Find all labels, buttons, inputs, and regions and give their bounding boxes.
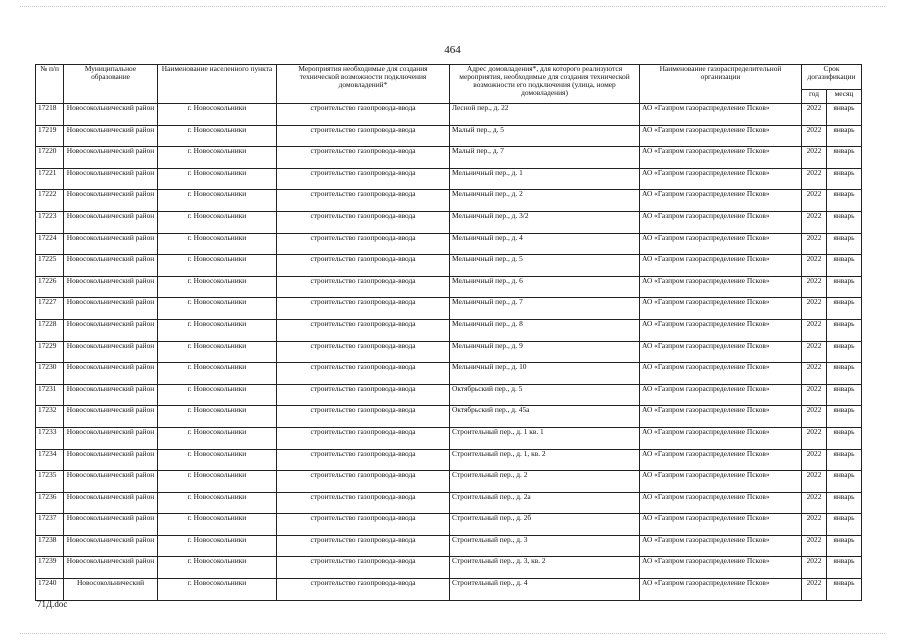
settlement-cell: г. Новосокольники <box>158 363 277 385</box>
table-row <box>36 341 862 363</box>
organization-cell: АО «Газпром газораспределение Псков» <box>640 319 802 341</box>
address-cell: Малый пер., д. 5 <box>450 125 640 147</box>
month-cell: январь <box>827 211 862 233</box>
month-cell: январь <box>827 557 862 579</box>
table-row <box>36 233 862 255</box>
year-cell: 2022 <box>802 557 827 579</box>
row-number: 17239 <box>36 557 64 579</box>
header-municipality: Муниципальное образование <box>64 65 158 104</box>
year-cell: 2022 <box>802 276 827 298</box>
table-row <box>36 471 862 493</box>
table-row <box>36 276 862 298</box>
header-measures: Мероприятия необходимые для создания технической возможности подключения домовладений* <box>277 65 450 104</box>
month-cell: январь <box>827 492 862 514</box>
settlement-cell: г. Новосокольники <box>158 190 277 212</box>
row-number: 17223 <box>36 211 64 233</box>
organization-cell: АО «Газпром газораспределение Псков» <box>640 363 802 385</box>
municipality-cell: Новосокольнический район <box>64 471 158 493</box>
municipality-cell: Новосокольнический район <box>64 384 158 406</box>
year-cell: 2022 <box>802 535 827 557</box>
year-cell: 2022 <box>802 341 827 363</box>
row-number: 17219 <box>36 125 64 147</box>
settlement-cell: г. Новосокольники <box>158 492 277 514</box>
month-cell: январь <box>827 276 862 298</box>
address-cell: Октябрьский пер., д. 45а <box>450 406 640 428</box>
address-cell: Мельничный пер., д. 4 <box>450 233 640 255</box>
address-cell: Строительный пер., д. 1 кв. 1 <box>450 427 640 449</box>
measures-cell: строительство газопровода-ввода <box>277 233 450 255</box>
year-cell: 2022 <box>802 298 827 320</box>
scan-artifact-top <box>20 6 885 8</box>
year-cell: 2022 <box>802 514 827 536</box>
settlement-cell: г. Новосокольники <box>158 125 277 147</box>
organization-cell: АО «Газпром газораспределение Псков» <box>640 557 802 579</box>
settlement-cell: г. Новосокольники <box>158 514 277 536</box>
measures-cell: строительство газопровода-ввода <box>277 147 450 169</box>
measures-cell: строительство газопровода-ввода <box>277 406 450 428</box>
month-cell: январь <box>827 233 862 255</box>
row-number: 17231 <box>36 384 64 406</box>
month-cell: январь <box>827 363 862 385</box>
month-cell: январь <box>827 147 862 169</box>
municipality-cell: Новосокольнический район <box>64 557 158 579</box>
settlement-cell: г. Новосокольники <box>158 147 277 169</box>
measures-cell: строительство газопровода-ввода <box>277 104 450 126</box>
settlement-cell: г. Новосокольники <box>158 319 277 341</box>
address-cell: Мельничный пер., д. 2 <box>450 190 640 212</box>
organization-cell: АО «Газпром газораспределение Псков» <box>640 406 802 428</box>
settlement-cell: г. Новосокольники <box>158 211 277 233</box>
header-num: № п/п <box>36 65 64 104</box>
year-cell: 2022 <box>802 406 827 428</box>
organization-cell: АО «Газпром газораспределение Псков» <box>640 168 802 190</box>
year-cell: 2022 <box>802 492 827 514</box>
row-number: 17238 <box>36 535 64 557</box>
table-row <box>36 363 862 385</box>
year-cell: 2022 <box>802 211 827 233</box>
year-cell: 2022 <box>802 579 827 601</box>
measures-cell: строительство газопровода-ввода <box>277 492 450 514</box>
month-cell: январь <box>827 427 862 449</box>
table-body <box>36 104 862 601</box>
organization-cell: АО «Газпром газораспределение Псков» <box>640 449 802 471</box>
municipality-cell: Новосокольнический <box>64 579 158 601</box>
settlement-cell: г. Новосокольники <box>158 557 277 579</box>
settlement-cell: г. Новосокольники <box>158 427 277 449</box>
row-number: 17235 <box>36 471 64 493</box>
organization-cell: АО «Газпром газораспределение Псков» <box>640 125 802 147</box>
address-cell: Мельничный пер., д. 8 <box>450 319 640 341</box>
municipality-cell: Новосокольнический район <box>64 211 158 233</box>
address-cell: Мельничный пер., д. 6 <box>450 276 640 298</box>
organization-cell: АО «Газпром газораспределение Псков» <box>640 341 802 363</box>
address-cell: Строительный пер., д. 2 <box>450 471 640 493</box>
row-number: 17222 <box>36 190 64 212</box>
measures-cell: строительство газопровода-ввода <box>277 298 450 320</box>
table-row <box>36 406 862 428</box>
year-cell: 2022 <box>802 471 827 493</box>
table-row <box>36 557 862 579</box>
address-cell: Лесной пер., д. 22 <box>450 104 640 126</box>
row-number: 17218 <box>36 104 64 126</box>
measures-cell: строительство газопровода-ввода <box>277 319 450 341</box>
organization-cell: АО «Газпром газораспределение Псков» <box>640 298 802 320</box>
row-number: 17232 <box>36 406 64 428</box>
table-row <box>36 449 862 471</box>
table-row <box>36 147 862 169</box>
municipality-cell: Новосокольнический район <box>64 492 158 514</box>
year-cell: 2022 <box>802 147 827 169</box>
row-number: 17237 <box>36 514 64 536</box>
address-cell: Строительный пер., д. 3 <box>450 535 640 557</box>
month-cell: январь <box>827 168 862 190</box>
table-row <box>36 492 862 514</box>
table-row <box>36 319 862 341</box>
settlement-cell: г. Новосокольники <box>158 449 277 471</box>
row-number: 17229 <box>36 341 64 363</box>
address-cell: Мельничный пер., д. 9 <box>450 341 640 363</box>
municipality-cell: Новосокольнический район <box>64 363 158 385</box>
measures-cell: строительство газопровода-ввода <box>277 471 450 493</box>
settlement-cell: г. Новосокольники <box>158 384 277 406</box>
municipality-cell: Новосокольнический район <box>64 341 158 363</box>
measures-cell: строительство газопровода-ввода <box>277 190 450 212</box>
month-cell: январь <box>827 190 862 212</box>
municipality-cell: Новосокольнический район <box>64 147 158 169</box>
municipality-cell: Новосокольнический район <box>64 449 158 471</box>
month-cell: январь <box>827 298 862 320</box>
municipality-cell: Новосокольнический район <box>64 168 158 190</box>
organization-cell: АО «Газпром газораспределение Псков» <box>640 384 802 406</box>
year-cell: 2022 <box>802 363 827 385</box>
year-cell: 2022 <box>802 125 827 147</box>
municipality-cell: Новосокольнический район <box>64 276 158 298</box>
year-cell: 2022 <box>802 427 827 449</box>
settlement-cell: г. Новосокольники <box>158 341 277 363</box>
gasification-table <box>35 64 862 601</box>
measures-cell: строительство газопровода-ввода <box>277 276 450 298</box>
municipality-cell: Новосокольнический район <box>64 255 158 277</box>
table-row <box>36 514 862 536</box>
organization-cell: АО «Газпром газораспределение Псков» <box>640 104 802 126</box>
address-cell: Мельничный пер., д. 1 <box>450 168 640 190</box>
measures-cell: строительство газопровода-ввода <box>277 384 450 406</box>
row-number: 17225 <box>36 255 64 277</box>
organization-cell: АО «Газпром газораспределение Псков» <box>640 147 802 169</box>
row-number: 17227 <box>36 298 64 320</box>
header-month: месяц <box>827 90 862 104</box>
organization-cell: АО «Газпром газораспределение Псков» <box>640 233 802 255</box>
measures-cell: строительство газопровода-ввода <box>277 449 450 471</box>
table-row <box>36 190 862 212</box>
settlement-cell: г. Новосокольники <box>158 406 277 428</box>
address-cell: Строительный пер., д. 2а <box>450 492 640 514</box>
address-cell: Строительный пер., д. 4 <box>450 579 640 601</box>
measures-cell: строительство газопровода-ввода <box>277 427 450 449</box>
address-cell: Малый пер., д. 7 <box>450 147 640 169</box>
year-cell: 2022 <box>802 319 827 341</box>
settlement-cell: г. Новосокольники <box>158 255 277 277</box>
organization-cell: АО «Газпром газораспределение Псков» <box>640 471 802 493</box>
measures-cell: строительство газопровода-ввода <box>277 211 450 233</box>
month-cell: январь <box>827 579 862 601</box>
measures-cell: строительство газопровода-ввода <box>277 514 450 536</box>
year-cell: 2022 <box>802 233 827 255</box>
organization-cell: АО «Газпром газораспределение Псков» <box>640 514 802 536</box>
organization-cell: АО «Газпром газораспределение Псков» <box>640 579 802 601</box>
settlement-cell: г. Новосокольники <box>158 168 277 190</box>
measures-cell: строительство газопровода-ввода <box>277 168 450 190</box>
address-cell: Мельничный пер., д. 3/2 <box>450 211 640 233</box>
municipality-cell: Новосокольнический район <box>64 427 158 449</box>
settlement-cell: г. Новосокольники <box>158 579 277 601</box>
table-row <box>36 298 862 320</box>
measures-cell: строительство газопровода-ввода <box>277 255 450 277</box>
row-number: 17240 <box>36 579 64 601</box>
month-cell: январь <box>827 319 862 341</box>
address-cell: Мельничный пер., д. 10 <box>450 363 640 385</box>
month-cell: январь <box>827 471 862 493</box>
month-cell: январь <box>827 384 862 406</box>
row-number: 17228 <box>36 319 64 341</box>
header-deadline: Срок догазификации <box>802 65 862 90</box>
table-row <box>36 535 862 557</box>
row-number: 17226 <box>36 276 64 298</box>
organization-cell: АО «Газпром газораспределение Псков» <box>640 276 802 298</box>
footer-filename: 71Д.doc <box>37 599 68 609</box>
row-number: 17234 <box>36 449 64 471</box>
row-number: 17224 <box>36 233 64 255</box>
month-cell: январь <box>827 514 862 536</box>
month-cell: январь <box>827 104 862 126</box>
table-row <box>36 579 862 601</box>
table-row <box>36 211 862 233</box>
organization-cell: АО «Газпром газораспределение Псков» <box>640 255 802 277</box>
municipality-cell: Новосокольнический район <box>64 406 158 428</box>
table-row <box>36 384 862 406</box>
month-cell: январь <box>827 341 862 363</box>
year-cell: 2022 <box>802 384 827 406</box>
table-row <box>36 255 862 277</box>
row-number: 17230 <box>36 363 64 385</box>
measures-cell: строительство газопровода-ввода <box>277 341 450 363</box>
organization-cell: АО «Газпром газораспределение Псков» <box>640 190 802 212</box>
address-cell: Октябрьский пер., д. 5 <box>450 384 640 406</box>
row-number: 17233 <box>36 427 64 449</box>
scan-artifact-bottom <box>20 633 885 635</box>
row-number: 17236 <box>36 492 64 514</box>
municipality-cell: Новосокольнический район <box>64 535 158 557</box>
row-number: 17221 <box>36 168 64 190</box>
measures-cell: строительство газопровода-ввода <box>277 125 450 147</box>
row-number: 17220 <box>36 147 64 169</box>
address-cell: Строительный пер., д. 1, кв. 2 <box>450 449 640 471</box>
municipality-cell: Новосокольнический район <box>64 125 158 147</box>
settlement-cell: г. Новосокольники <box>158 471 277 493</box>
table-row <box>36 104 862 126</box>
settlement-cell: г. Новосокольники <box>158 104 277 126</box>
header-organization: Наименование газораспределительной организации <box>640 65 802 104</box>
header-address: Адрес домовладения*, для которого реализуются мероприятия, необходимые для создания технической возможности его подключения (улица, номер домовладения) <box>450 65 640 104</box>
year-cell: 2022 <box>802 190 827 212</box>
municipality-cell: Новосокольнический район <box>64 514 158 536</box>
table-row <box>36 168 862 190</box>
measures-cell: строительство газопровода-ввода <box>277 579 450 601</box>
header-year: год <box>802 90 827 104</box>
municipality-cell: Новосокольнический район <box>64 319 158 341</box>
month-cell: январь <box>827 255 862 277</box>
table-row <box>36 427 862 449</box>
municipality-cell: Новосокольнический район <box>64 190 158 212</box>
year-cell: 2022 <box>802 168 827 190</box>
year-cell: 2022 <box>802 104 827 126</box>
month-cell: январь <box>827 535 862 557</box>
municipality-cell: Новосокольнический район <box>64 298 158 320</box>
month-cell: январь <box>827 449 862 471</box>
address-cell: Мельничный пер., д. 5 <box>450 255 640 277</box>
header-settlement: Наименование населенного пункта <box>158 65 277 104</box>
table-row <box>36 125 862 147</box>
settlement-cell: г. Новосокольники <box>158 276 277 298</box>
address-cell: Строительный пер., д. 2б <box>450 514 640 536</box>
settlement-cell: г. Новосокольники <box>158 233 277 255</box>
measures-cell: строительство газопровода-ввода <box>277 363 450 385</box>
measures-cell: строительство газопровода-ввода <box>277 535 450 557</box>
municipality-cell: Новосокольнический район <box>64 104 158 126</box>
year-cell: 2022 <box>802 449 827 471</box>
municipality-cell: Новосокольнический район <box>64 233 158 255</box>
month-cell: январь <box>827 125 862 147</box>
year-cell: 2022 <box>802 255 827 277</box>
settlement-cell: г. Новосокольники <box>158 535 277 557</box>
organization-cell: АО «Газпром газораспределение Псков» <box>640 535 802 557</box>
organization-cell: АО «Газпром газораспределение Псков» <box>640 211 802 233</box>
measures-cell: строительство газопровода-ввода <box>277 557 450 579</box>
address-cell: Мельничный пер., д. 7 <box>450 298 640 320</box>
address-cell: Строительный пер., д. 3, кв. 2 <box>450 557 640 579</box>
organization-cell: АО «Газпром газораспределение Псков» <box>640 427 802 449</box>
month-cell: январь <box>827 406 862 428</box>
settlement-cell: г. Новосокольники <box>158 298 277 320</box>
page-number: 464 <box>444 44 461 56</box>
organization-cell: АО «Газпром газораспределение Псков» <box>640 492 802 514</box>
